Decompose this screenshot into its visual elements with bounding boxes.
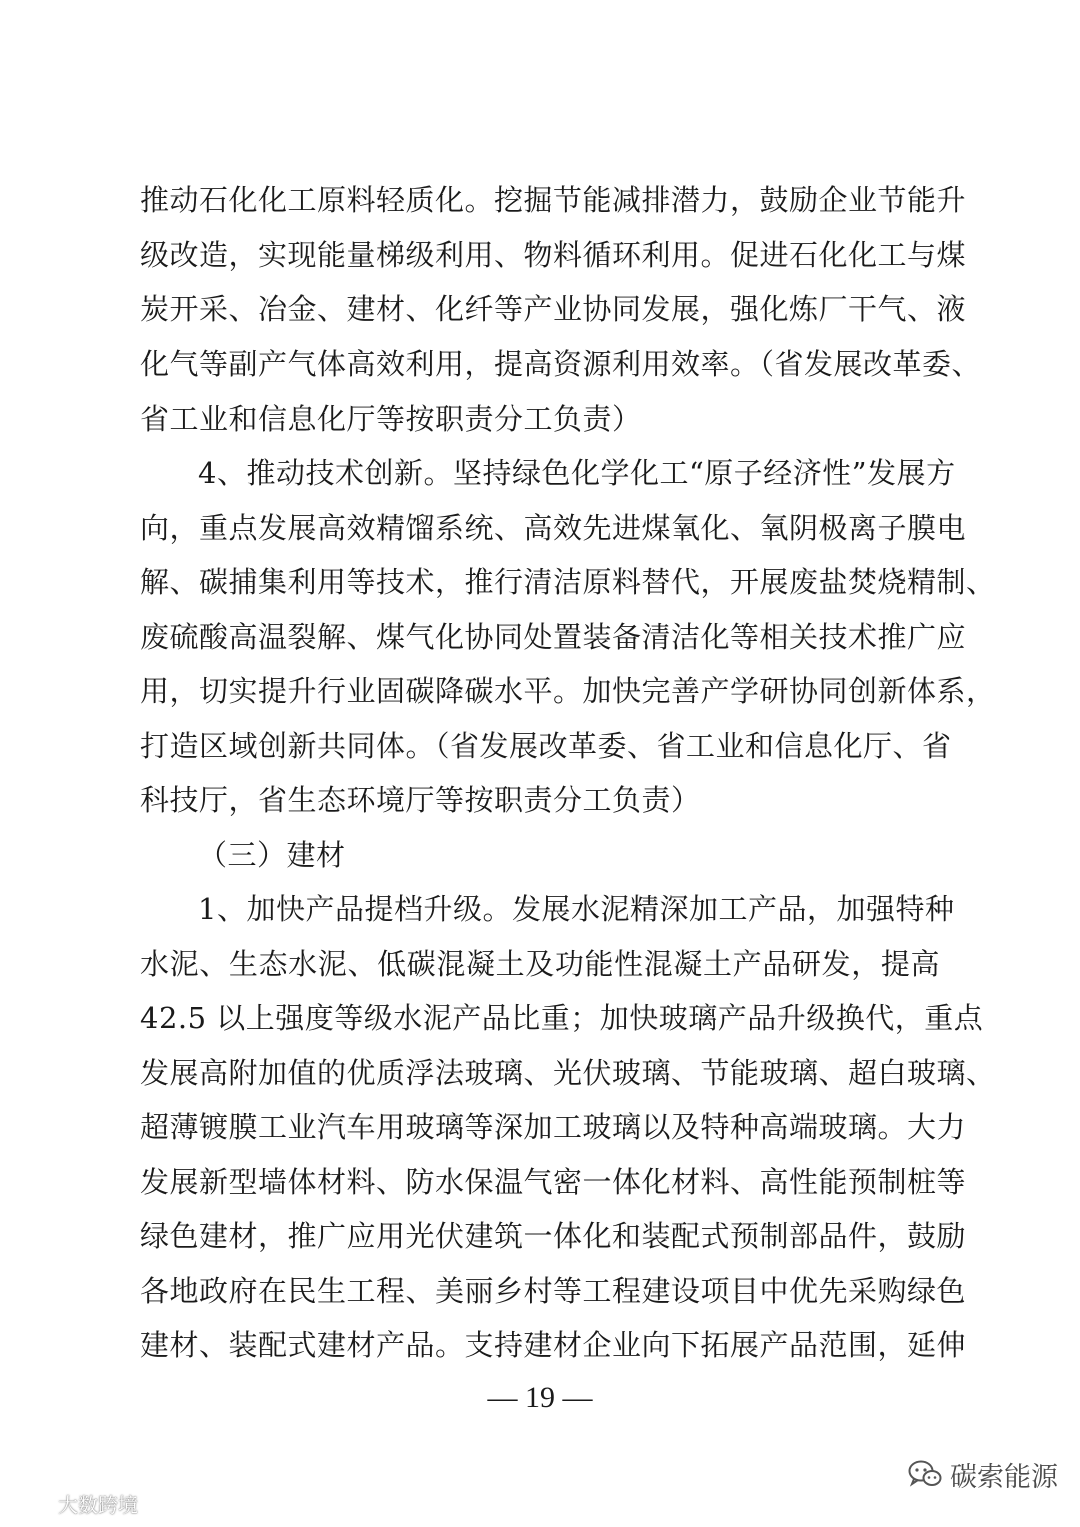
text-line: 推动石化化工原料轻质化。挖掘节能减排潜力，鼓励企业节能升 [140,183,967,217]
section-heading-building-materials: （三）建材 [198,838,346,872]
text-line: 科技厅，省生态环境厅等按职责分工负责） [140,783,701,817]
text-line: 解、碳捕集利用等技术，推行清洁原料替代，开展废盐焚烧精制、 [140,565,996,599]
text-line: 化气等副产气体高效利用，提高资源利用效率。（省发展改革委、 [140,347,982,381]
watermark-left-text: 大数跨境 [58,1492,138,1517]
watermark-right [908,1452,1058,1496]
text-line: 炭开采、冶金、建材、化纤等产业协同发展，强化炼厂干气、液 [140,292,967,326]
text-line: 超薄镀膜工业汽车用玻璃等深加工玻璃以及特种高端玻璃。大力 [140,1110,967,1144]
text-line: 级改造，实现能量梯级利用、物料循环利用。促进石化化工与煤 [140,238,967,272]
text-line: 发展新型墙体材料、防水保温气密一体化材料、高性能预制桩等 [140,1165,967,1199]
section-heading-4: 4、推动技术创新。坚持绿色化学化工“原子经济性”发展方 [198,456,956,490]
text-line: 42.5 以上强度等级水泥产品比重；加快玻璃产品升级换代，重点 [140,1001,984,1035]
text-line: 打造区域创新共同体。（省发展改革委、省工业和信息化厅、省 [140,729,952,763]
wechat-icon [908,1459,942,1489]
text-line: 省工业和信息化厅等按职责分工负责） [140,402,642,436]
text-line: 绿色建材，推广应用光伏建筑一体化和装配式预制部品件，鼓励 [140,1219,967,1253]
text-line: 各地政府在民生工程、美丽乡村等工程建设项目中优先采购绿色 [140,1274,967,1308]
text-line: 向，重点发展高效精馏系统、高效先进煤氧化、氧阴极离子膜电 [140,511,967,545]
logo-icon [6,1492,52,1514]
text-line: 发展高附加值的优质浮法玻璃、光伏玻璃、节能玻璃、超白玻璃、 [140,1056,996,1090]
text-line: 废硫酸高温裂解、煤气化协同处置装备清洁化等相关技术推广应 [140,620,967,654]
text-line: 水泥、生态水泥、低碳混凝土及功能性混凝土产品研发，提高 [140,947,940,981]
text-line: 建材、装配式建材产品。支持建材企业向下拓展产品范围，延伸 [140,1328,967,1362]
text-line: 用，切实提升行业固碳降碳水平。加快完善产学研协同创新体系， [140,674,996,708]
watermark-left [6,1487,138,1519]
section-heading-1: 1、加快产品提档升级。发展水泥精深加工产品，加强特种 [198,892,955,926]
page-number: — 19 — [487,1381,593,1414]
watermark-right-text: 碳索能源 [950,1461,1058,1493]
